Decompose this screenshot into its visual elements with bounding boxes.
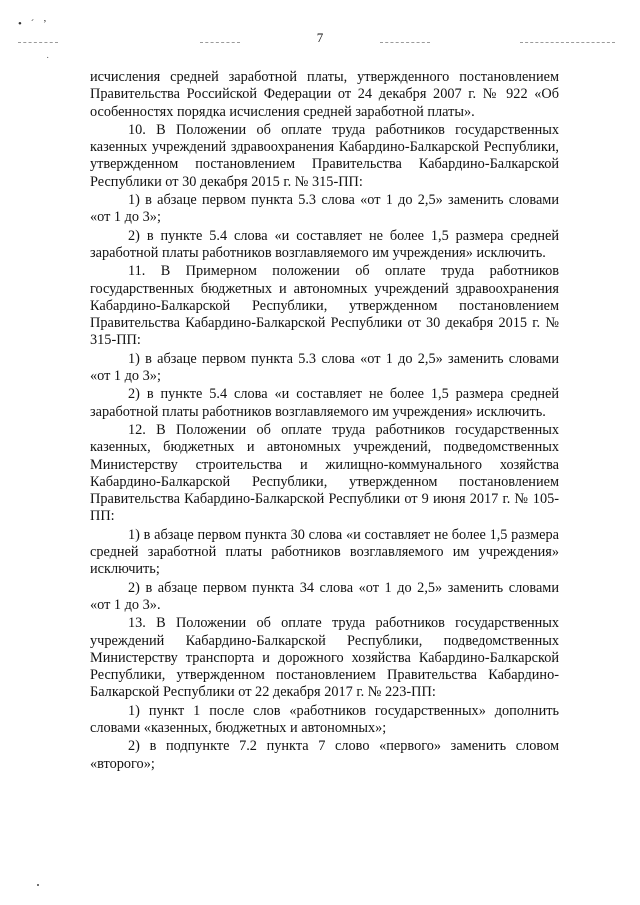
paragraph-item-11: 11. В Примерном положении об оплате труда работников государственных бюджетных и автономных учреждений здравоохранения Кабардино-Балкарской Республики, утвержденном постановлением Правительства Кабардино-Балкарской Республики от 30 декабря 2015 г. № 315-ПП: [90,263,559,349]
paragraph-item-13-sub-1: 1) пункт 1 после слов «работников государственных» дополнить словами «казенных, бюджетных и автономных»; [90,702,559,736]
scan-artifact-tick: ˙ [46,56,50,67]
paragraph-item-13: 13. В Положении об оплате труда работников государственных учреждений Кабардино-Балкарской Республики, подведомственных Министерству транспорта и дорожного хозяйства Кабардино-Балкарской Республики, утвержденном постановлением Правительства Кабардино-Балкарской Республики от 22 декабря 2017 г. № 223-ПП: [90,615,559,701]
paragraph-item-10: 10. В Положении об оплате труда работников государственных казенных учреждений здравоохранения Кабардино-Балкарской Республики, утвержденном постановлением Правительства Кабардино-Балкарской Республики от 30 декабря 2015 г. № 315-ПП: [90,121,559,190]
paragraph-item-12: 12. В Положении об оплате труда работников государственных казенных, бюджетных и автономных учреждений, подведомственных Министерству строительства и жилищно-коммунального хозяйства Кабардино-Балкарской Республики, утвержденном постановлением Правительства Кабардино-Балкарской Республики от 9 июня 2017 г. № 105-ПП: [90,421,559,525]
scan-artifact-dot [37,884,39,886]
paragraph-continuation: исчисления средней заработной платы, утвержденного постановлением Правительства Российской Федерации от 24 декабря 2007 г. № 922 «Об особенностях порядка исчисления средней заработной платы». [90,69,559,120]
paragraph-item-13-sub-2: 2) в подпункте 7.2 пункта 7 слово «первого» заменить словом «второго»; [90,738,559,772]
paragraph-item-10-sub-1: 1) в абзаце первом пункта 5.3 слова «от 1 до 2,5» заменить словами «от 1 до 3»; [90,192,559,226]
paragraph-item-11-sub-1: 1) в абзаце первом пункта 5.3 слова «от 1 до 2,5» заменить словами «от 1 до 3»; [90,350,559,385]
scan-artifact-marks: • ´ ʼ [18,18,50,30]
page-number: 7 [316,30,324,45]
paragraph-item-12-sub-2: 2) в абзаце первом пункта 34 слова «от 1 до 2,5» заменить словами «от 1 до 3». [90,579,559,613]
document-body [90,69,559,774]
paragraph-item-12-sub-1: 1) в абзаце первом пункта 30 слова «и составляет не более 1,5 размера средней заработной платы работников возглавляемого им учреждения» исключить; [90,526,559,578]
paragraph-item-10-sub-2: 2) в пункте 5.4 слова «и составляет не более 1,5 размера средней заработной платы работников возглавляемого им учреждения» исключить. [90,227,559,261]
paragraph-item-11-sub-2: 2) в пункте 5.4 слова «и составляет не более 1,5 размера средней заработной платы работников возглавляемого им учреждения» исключить. [90,386,559,420]
